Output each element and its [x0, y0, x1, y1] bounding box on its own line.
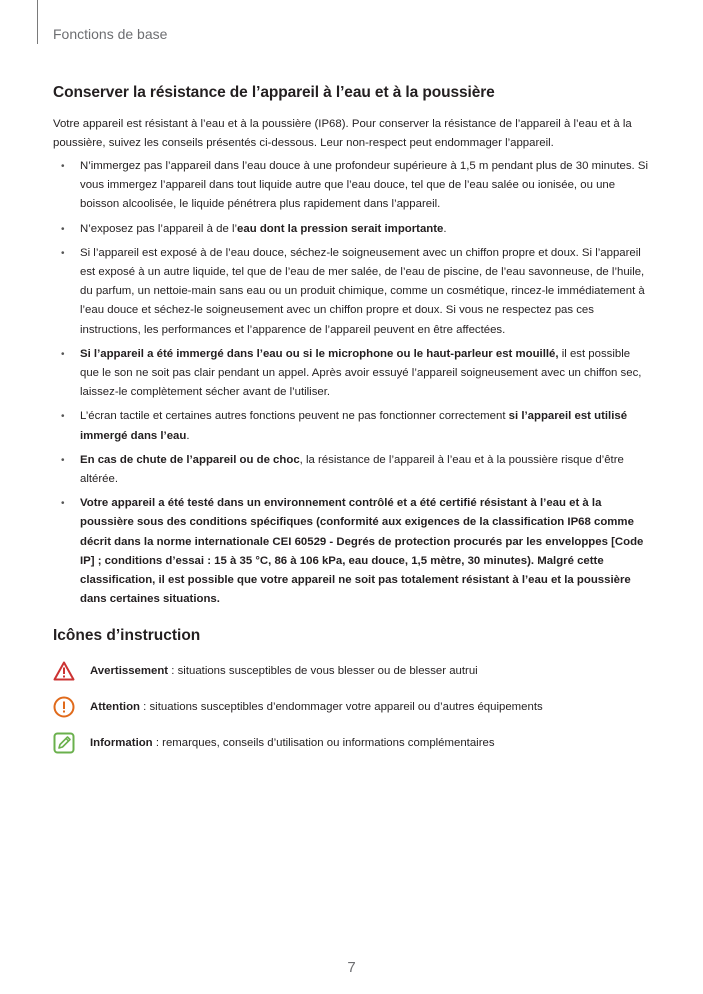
bullet-icon: • — [61, 348, 65, 360]
section-title: Conserver la résistance de l’appareil à l’eau et à la poussière — [53, 84, 495, 101]
instruction-text: Avertissement : situations susceptibles de vous blesser ou de blesser autrui — [90, 665, 478, 678]
note-pencil-icon — [53, 732, 75, 754]
page-content — [53, 84, 649, 767]
caution-circle-icon — [53, 696, 75, 718]
list-item: • L’écran tactile et certaines autres fonctions peuvent ne pas fonctionner correctement si l’appareil est utilisé immergé dans l’eau. — [53, 407, 649, 445]
header-rule — [37, 0, 38, 44]
list-item: • Si l’appareil est exposé à de l’eau douce, séchez-le soigneusement avec un chiffon propre et doux. Si l’appareil est exposé à un autre liquide, tel que de l’eau de mer salée, de l’eau de piscine, de l’eau savonneuse, de l’huile, du parfum, un nettoie-main sans eau ou un produit chimique, comme un cosmétique, rincez-le immédiatement à l’eau douce et séchez-le soigneusement avec un chiffon propre et doux. Si vous ne respectez pas ces instructions, les performances et l’apparence de l’appareil peuvent en être affectées. — [53, 244, 649, 340]
instruction-text: Information : remarques, conseils d’utilisation ou informations complémentaires — [90, 737, 495, 750]
care-tips-list — [53, 157, 649, 609]
list-item: • Si l’appareil a été immergé dans l’eau ou si le microphone ou le haut-parleur est mouillé, il est possible que le son ne soit pas clair pendant un appel. Après avoir essuyé l’appareil soigneusement avec un chiffon sec, laissez-le complètement sécher avant de l’utiliser. — [53, 345, 649, 403]
instruction-info — [53, 731, 649, 755]
list-item: • N’exposez pas l’appareil à de l’eau dont la pression serait importante. — [53, 220, 649, 239]
bullet-icon: • — [61, 247, 65, 259]
bullet-icon: • — [61, 498, 65, 510]
bullet-icon: • — [61, 411, 65, 423]
instruction-caution — [53, 695, 649, 719]
bullet-icon: • — [61, 223, 65, 235]
instruction-text: Attention : situations susceptibles d’endommager votre appareil ou d’autres équipements — [90, 701, 543, 714]
list-item: • Votre appareil a été testé dans un environnement contrôlé et a été certifié résistant à l’eau et à la poussière sous des conditions spécifiques (conformité aux exigences de la classification IP68 comme décrit dans la norme internationale CEI 60529 - Degrés de protection procurés par les enveloppes [Code IP] ; conditions d’essai : 15 à 35 °C, 86 à 106 kPa, eau douce, 1,5 mètre, 30 minutes). Malgré cette classification, il est possible que votre appareil ne soit pas totalement résistant à l’eau et la poussière dans certaines situations. — [53, 494, 649, 609]
list-item: • N’immergez pas l’appareil dans l’eau douce à une profondeur supérieure à 1,5 m pendant plus de 30 minutes. Si vous immergez l’appareil dans tout liquide autre que l’eau douce, tel que de l’eau salée ou ionisée, ou une boisson alcoolisée, le liquide pénétrera plus rapidement dans l’appareil. — [53, 157, 649, 215]
instructions-title: Icônes d’instruction — [53, 627, 201, 645]
bullet-icon: • — [61, 454, 65, 466]
intro-paragraph: Votre appareil est résistant à l’eau et à la poussière (IP68). Pour conserver la résistance de l’appareil à l’eau et à la poussière, suivez les conseils présentés ci-dessous. Leur non-respect peut endommager l’appareil. — [53, 118, 632, 149]
page-number: 7 — [347, 959, 356, 976]
warning-triangle-icon — [53, 660, 75, 682]
bullet-icon: • — [61, 161, 65, 172]
list-item: • En cas de chute de l’appareil ou de choc, la résistance de l’appareil à l’eau et à la poussière risque d’être altérée. — [53, 451, 649, 489]
instruction-warning — [53, 659, 649, 683]
section-header: Fonctions de base — [53, 26, 168, 42]
